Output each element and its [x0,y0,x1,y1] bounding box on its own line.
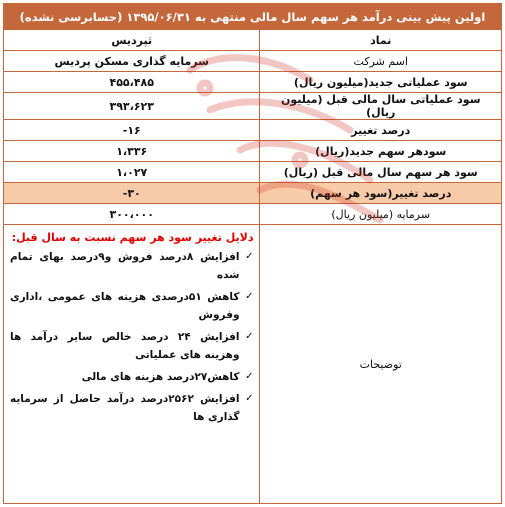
check-icon: ✓ [245,331,254,342]
reason-text: کاهش۲۷درصد هزینه های مالی [81,371,240,383]
eps-forecast-table-wrapper [3,3,502,504]
table-row [4,51,502,72]
notes-label: توضیحات [260,225,502,504]
list-item [10,328,253,364]
row-label: درصد تغییر(سود هر سهم) [260,183,502,204]
notes-content [4,225,260,504]
row-value: ۳۹۳،۶۲۳ [4,93,260,120]
list-item [10,390,253,426]
table-title: اولین پیش بینی درآمد هر سهم سال مالی منتهی به ۱۳۹۵/۰۶/۳۱ (حسابرسی نشده) [4,4,502,30]
check-icon: ✓ [245,393,254,404]
list-item [10,288,253,324]
list-item [10,368,253,386]
check-icon: ✓ [245,371,254,382]
row-value: ۱،۳۳۶ [4,141,260,162]
capital-row [4,204,502,225]
eps-change-row [4,183,502,204]
symbol-row [4,30,502,51]
symbol-value: ثپردیس [4,30,260,51]
reasons-heading: دلایل تغییر سود هر سهم نسبت به سال قبل: [11,231,254,244]
table-row [4,162,502,183]
check-icon: ✓ [245,251,254,262]
list-item [10,248,253,284]
row-label: اسم شرکت [260,51,502,72]
row-value: ۴۵۵،۴۸۵ [4,72,260,93]
row-label: سود هر سهم سال مالی قبل (ریال) [260,162,502,183]
reason-text: افزایش ۲۵۶۲درصد درآمد حاصل از سرمایه گذاری ها [10,393,240,423]
check-icon: ✓ [245,291,254,302]
table-row [4,93,502,120]
reasons-list [10,248,253,426]
table-row [4,120,502,141]
table-row [4,141,502,162]
reason-text: کاهش ۵۱درصدی هزینه های عمومی ،اداری وفروش [10,291,240,321]
eps-forecast-table [3,3,502,504]
row-label: سود عملیاتی سال مالی قبل (میلیون ریال) [260,93,502,120]
notes-row [4,225,502,504]
row-value: ۳۰- [4,183,260,204]
reason-text: افزایش ۲۴ درصد خالص سایر درآمد ها وهزینه های عملیاتی [10,331,240,361]
row-label: سود عملیاتی جدید(میلیون ریال) [260,72,502,93]
row-value: ۱،۰۲۷ [4,162,260,183]
row-value: ۱۶- [4,120,260,141]
title-row [4,4,502,30]
symbol-label: نماد [260,30,502,51]
reason-text: افزایش ۸درصد فروش و۹درصد بهای تمام شده [10,251,240,281]
row-value: سرمایه گذاری مسکن پردیس [4,51,260,72]
row-label: سودهر سهم جدید(ریال) [260,141,502,162]
row-label: سرمایه (میلیون ریال) [260,204,502,225]
row-value: ۳۰۰،۰۰۰ [4,204,260,225]
table-row [4,72,502,93]
row-label: درصد تغییر [260,120,502,141]
